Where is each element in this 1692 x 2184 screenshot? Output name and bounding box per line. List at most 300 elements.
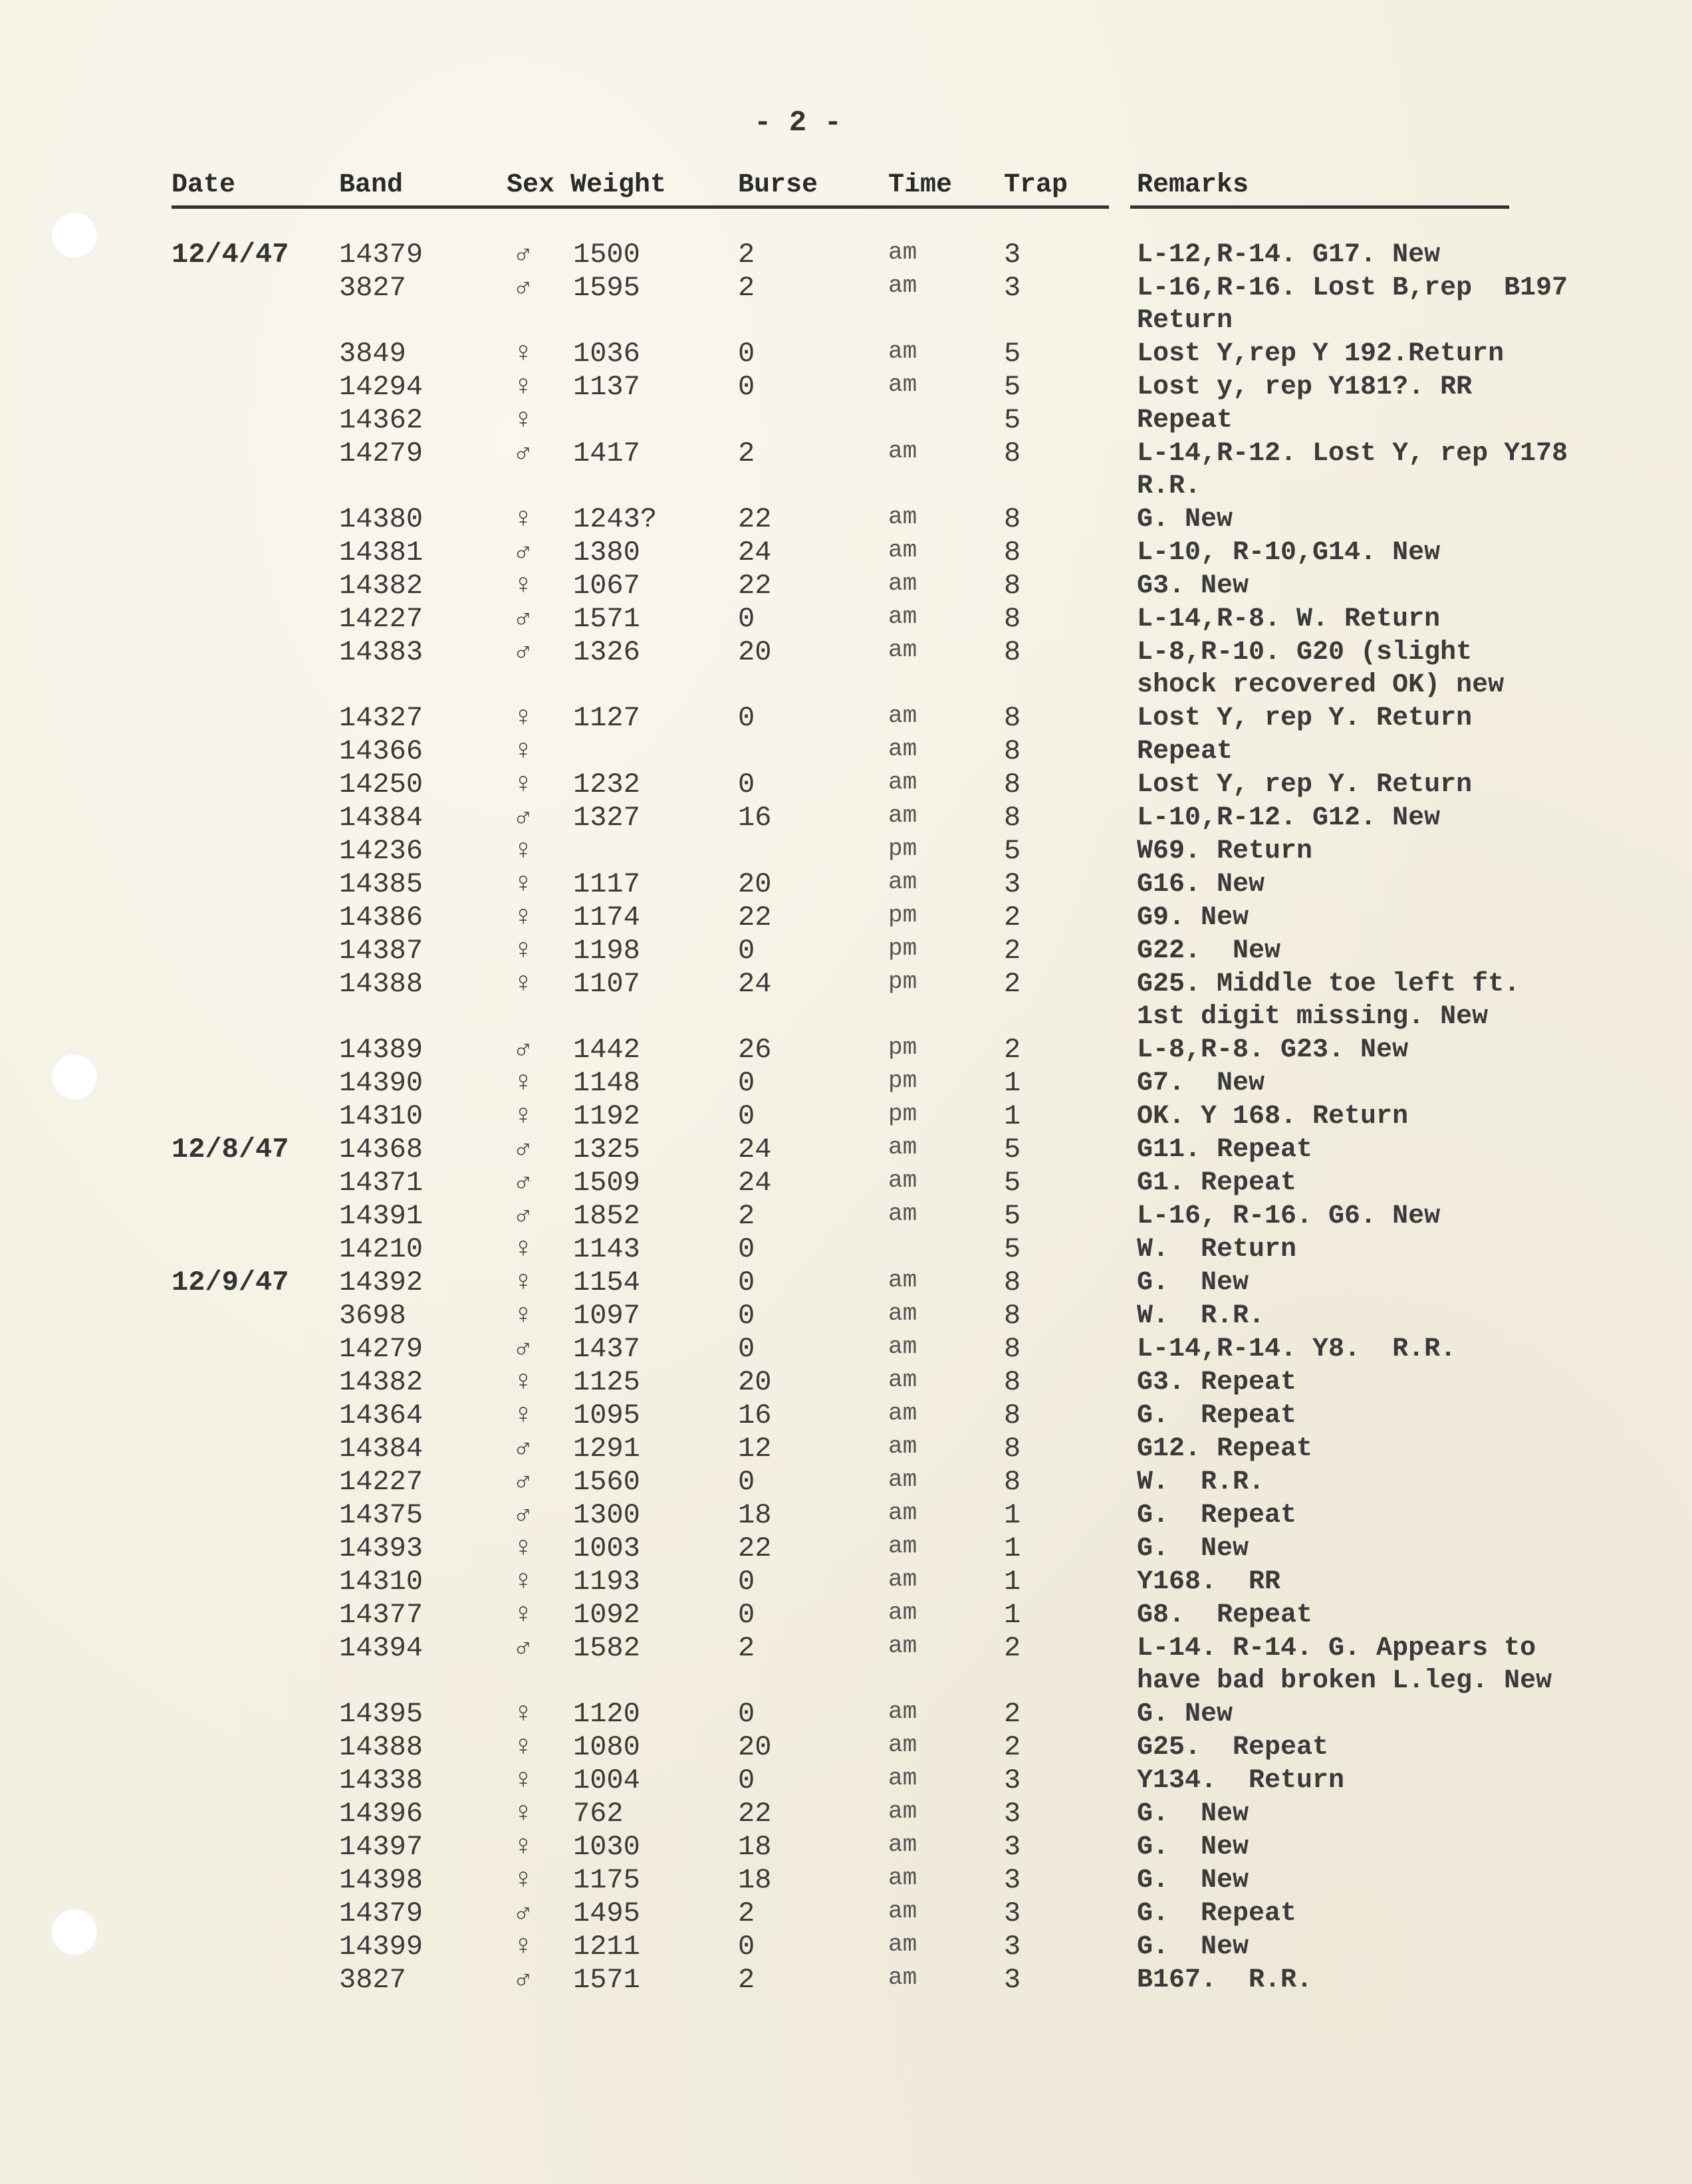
- table-row: [0, 1497, 1692, 1530]
- cell-time: am: [888, 503, 917, 531]
- cell-band: 14396: [339, 1798, 423, 1830]
- cell-band: 14386: [339, 902, 423, 933]
- cell-trap: 1: [1004, 1100, 1021, 1132]
- table-row: [0, 1064, 1692, 1098]
- table-row: [0, 236, 1692, 269]
- page-number: - 2 -: [753, 106, 842, 140]
- cell-remarks: L-8,R-8. G23. New: [1137, 1035, 1409, 1065]
- cell-remarks: L-14,R-12. Lost Y, rep Y178 R.R.: [1137, 439, 1568, 501]
- cell-burse: 0: [738, 1100, 755, 1132]
- cell-remarks: G. New: [1137, 1832, 1249, 1862]
- cell-trap: 3: [1004, 1831, 1021, 1863]
- cell-sex-symbol: ♀: [515, 338, 532, 370]
- cell-sex-symbol: ♀: [515, 1864, 532, 1896]
- table-row: [0, 634, 1692, 699]
- header-date: Date: [172, 170, 236, 200]
- table-row: [0, 1164, 1692, 1197]
- cell-sex-symbol: ♂: [515, 1499, 532, 1531]
- cell-time: am: [888, 1399, 917, 1427]
- cell-trap: 3: [1004, 1931, 1021, 1963]
- cell-burse: 2: [738, 437, 755, 469]
- cell-burse: 0: [738, 1931, 755, 1963]
- cell-weight: 1127: [573, 702, 640, 734]
- table-row: [0, 1330, 1692, 1364]
- table-row: [0, 1098, 1692, 1131]
- cell-sex-symbol: ♂: [515, 1466, 532, 1498]
- cell-remarks: L-8,R-10. G20 (slight shock recovered OK) new: [1137, 638, 1505, 700]
- cell-time: am: [888, 1433, 917, 1460]
- cell-burse: 0: [738, 1233, 755, 1265]
- cell-burse: 2: [738, 1200, 755, 1232]
- cell-time: am: [888, 1134, 917, 1161]
- header-underline: [172, 205, 844, 209]
- table-row: [0, 600, 1692, 634]
- cell-weight: 1442: [573, 1034, 640, 1066]
- cell-weight: 1437: [573, 1333, 640, 1365]
- cell-burse: 2: [738, 239, 755, 271]
- cell-sex-symbol: ♀: [515, 1731, 532, 1763]
- cell-remarks: G. New: [1137, 505, 1233, 535]
- table-row: [0, 699, 1692, 733]
- cell-sex-symbol: ♂: [515, 603, 532, 635]
- cell-band: 14227: [339, 1466, 423, 1498]
- cell-time: am: [888, 1167, 917, 1194]
- cell-sex-symbol: ♀: [515, 968, 532, 1000]
- cell-sex-symbol: ♀: [515, 1931, 532, 1963]
- cell-remarks: L-16,R-16. Lost B,rep B197 Return: [1137, 273, 1568, 336]
- cell-burse: 0: [738, 1300, 755, 1332]
- cell-remarks: G12. Repeat: [1137, 1434, 1313, 1464]
- cell-weight: 1154: [573, 1267, 640, 1298]
- cell-burse: 22: [738, 1798, 772, 1830]
- cell-sex-symbol: ♀: [515, 1831, 532, 1863]
- cell-band: 3849: [339, 338, 406, 370]
- cell-date: 12/4/47: [172, 239, 289, 271]
- cell-time: am: [888, 1499, 917, 1526]
- table-row: [0, 501, 1692, 534]
- table-row: [0, 1131, 1692, 1164]
- cell-trap: 5: [1004, 338, 1021, 370]
- table-row: [0, 1795, 1692, 1828]
- cell-time: am: [888, 1366, 917, 1394]
- table-row: [0, 1762, 1692, 1795]
- cell-weight: 1192: [573, 1100, 640, 1132]
- cell-sex-symbol: ♀: [515, 1599, 532, 1631]
- cell-remarks: G11. Repeat: [1137, 1135, 1313, 1165]
- cell-band: 14210: [339, 1233, 423, 1265]
- cell-time: am: [888, 1831, 917, 1858]
- cell-burse: 22: [738, 503, 772, 535]
- banding-records: [0, 236, 1692, 1995]
- cell-burse: 24: [738, 968, 772, 1000]
- cell-burse: 2: [738, 1632, 755, 1664]
- cell-weight: 1380: [573, 537, 640, 568]
- cell-band: 14390: [339, 1067, 423, 1099]
- cell-time: am: [888, 537, 917, 564]
- table-row: [0, 1596, 1692, 1630]
- cell-trap: 3: [1004, 1964, 1021, 1996]
- cell-weight: 1193: [573, 1566, 640, 1598]
- cell-trap: 5: [1004, 1200, 1021, 1232]
- cell-band: 14382: [339, 570, 423, 602]
- cell-time: pm: [888, 1034, 917, 1061]
- cell-remarks: G3. Repeat: [1137, 1368, 1297, 1397]
- cell-remarks: G16. New: [1137, 870, 1265, 900]
- cell-trap: 8: [1004, 570, 1021, 602]
- cell-band: 14366: [339, 735, 423, 767]
- cell-remarks: G. New: [1137, 1268, 1249, 1298]
- cell-burse: 0: [738, 702, 755, 734]
- cell-burse: 0: [738, 371, 755, 403]
- cell-band: 14394: [339, 1632, 423, 1664]
- table-row: [0, 866, 1692, 899]
- cell-sex-symbol: ♀: [515, 1300, 532, 1332]
- cell-sex-symbol: ♀: [515, 503, 532, 535]
- cell-band: 14279: [339, 1333, 423, 1365]
- cell-sex-symbol: ♂: [515, 1034, 532, 1066]
- cell-weight: 1067: [573, 570, 640, 602]
- cell-band: 14387: [339, 935, 423, 967]
- cell-trap: 3: [1004, 239, 1021, 271]
- cell-trap: 1: [1004, 1499, 1021, 1531]
- table-row: [0, 1031, 1692, 1064]
- table-row: [0, 368, 1692, 402]
- cell-burse: 0: [738, 1698, 755, 1730]
- table-row: [0, 1895, 1692, 1928]
- cell-time: am: [888, 603, 917, 630]
- cell-trap: 2: [1004, 902, 1021, 933]
- cell-time: pm: [888, 935, 917, 962]
- table-row: [0, 1231, 1692, 1264]
- cell-sex-symbol: ♂: [515, 1134, 532, 1165]
- cell-weight: 1300: [573, 1499, 640, 1531]
- table-row: [0, 1961, 1692, 1995]
- cell-remarks: G25. Repeat: [1137, 1733, 1329, 1762]
- cell-time: pm: [888, 1100, 917, 1128]
- cell-sex-symbol: ♀: [515, 868, 532, 900]
- cell-remarks: G. New: [1137, 1866, 1249, 1895]
- cell-time: am: [888, 1267, 917, 1294]
- cell-sex-symbol: ♂: [515, 272, 532, 304]
- cell-weight: 1327: [573, 802, 640, 834]
- cell-sex-symbol: ♀: [515, 404, 532, 436]
- cell-trap: 5: [1004, 404, 1021, 436]
- cell-burse: 2: [738, 272, 755, 304]
- header-underline: [843, 205, 1109, 209]
- cell-time: am: [888, 570, 917, 597]
- cell-time: pm: [888, 968, 917, 995]
- cell-burse: 24: [738, 1167, 772, 1199]
- cell-time: am: [888, 1599, 917, 1626]
- cell-time: am: [888, 1798, 917, 1825]
- cell-band: 14364: [339, 1399, 423, 1431]
- cell-remarks: L-10, R-10,G14. New: [1137, 538, 1441, 568]
- cell-band: 14279: [339, 437, 423, 469]
- cell-weight: 1095: [573, 1399, 640, 1431]
- cell-weight: 1232: [573, 769, 640, 800]
- cell-trap: 8: [1004, 735, 1021, 767]
- cell-remarks: L-10,R-12. G12. New: [1137, 803, 1441, 833]
- cell-sex-symbol: ♀: [515, 769, 532, 800]
- table-row: [0, 1729, 1692, 1762]
- cell-weight: 1148: [573, 1067, 640, 1099]
- cell-sex-symbol: ♂: [515, 1333, 532, 1365]
- cell-trap: 2: [1004, 968, 1021, 1000]
- cell-time: pm: [888, 1067, 917, 1094]
- cell-trap: 1: [1004, 1067, 1021, 1099]
- table-row: [0, 269, 1692, 335]
- cell-time: am: [888, 702, 917, 729]
- cell-time: am: [888, 1864, 917, 1891]
- cell-remarks: OK. Y 168. Return: [1137, 1102, 1409, 1132]
- cell-sex-symbol: ♀: [515, 570, 532, 602]
- cell-trap: 5: [1004, 1134, 1021, 1165]
- cell-remarks: L-14,R-14. Y8. R.R.: [1137, 1334, 1457, 1364]
- cell-remarks: Lost Y, rep Y. Return: [1137, 703, 1473, 733]
- cell-burse: 24: [738, 537, 772, 568]
- cell-weight: 1291: [573, 1433, 640, 1465]
- cell-remarks: Y134. Return: [1137, 1766, 1345, 1796]
- cell-time: pm: [888, 835, 917, 862]
- cell-sex-symbol: ♀: [515, 902, 532, 933]
- cell-sex-symbol: ♀: [515, 1532, 532, 1564]
- cell-time: am: [888, 1698, 917, 1725]
- cell-weight: 762: [573, 1798, 624, 1830]
- cell-sex-symbol: ♀: [515, 1067, 532, 1099]
- cell-weight: 1595: [573, 272, 640, 304]
- cell-sex-symbol: ♂: [515, 239, 532, 271]
- cell-band: 14391: [339, 1200, 423, 1232]
- cell-remarks: G. New: [1137, 1799, 1249, 1829]
- table-row: [0, 1563, 1692, 1596]
- cell-time: am: [888, 1200, 917, 1227]
- cell-trap: 3: [1004, 1798, 1021, 1830]
- cell-sex-symbol: ♀: [515, 1764, 532, 1796]
- cell-remarks: G1. Repeat: [1137, 1168, 1297, 1198]
- cell-burse: 2: [738, 1897, 755, 1929]
- cell-sex-symbol: ♂: [515, 636, 532, 668]
- cell-time: am: [888, 636, 917, 664]
- cell-trap: 8: [1004, 1366, 1021, 1398]
- cell-weight: 1030: [573, 1831, 640, 1863]
- cell-trap: 3: [1004, 1764, 1021, 1796]
- cell-sex-symbol: ♀: [515, 835, 532, 867]
- cell-weight: 1495: [573, 1897, 640, 1929]
- table-row: [0, 402, 1692, 435]
- cell-band: 14388: [339, 1731, 423, 1763]
- cell-remarks: W. R.R.: [1137, 1467, 1265, 1497]
- cell-band: 14397: [339, 1831, 423, 1863]
- cell-date: 12/9/47: [172, 1267, 289, 1298]
- cell-band: 14384: [339, 1433, 423, 1465]
- cell-burse: 0: [738, 1466, 755, 1498]
- cell-burse: 20: [738, 868, 772, 900]
- cell-remarks: G7. New: [1137, 1068, 1265, 1098]
- cell-trap: 8: [1004, 802, 1021, 834]
- cell-weight: 1175: [573, 1864, 640, 1896]
- cell-time: am: [888, 1964, 917, 1991]
- cell-sex-symbol: ♂: [515, 537, 532, 568]
- cell-sex-symbol: ♂: [515, 1897, 532, 1929]
- cell-band: 14398: [339, 1864, 423, 1896]
- cell-trap: 8: [1004, 1399, 1021, 1431]
- cell-time: am: [888, 1333, 917, 1360]
- cell-burse: 0: [738, 1067, 755, 1099]
- cell-weight: 1143: [573, 1233, 640, 1265]
- cell-burse: 20: [738, 636, 772, 668]
- cell-remarks: G. New: [1137, 1534, 1249, 1564]
- cell-band: 14379: [339, 239, 423, 271]
- cell-weight: 1003: [573, 1532, 640, 1564]
- cell-remarks: G22. New: [1137, 936, 1281, 966]
- cell-sex-symbol: ♀: [515, 1566, 532, 1598]
- cell-burse: 16: [738, 1399, 772, 1431]
- cell-remarks: Lost Y, rep Y. Return: [1137, 770, 1473, 800]
- cell-remarks: G. Repeat: [1137, 1899, 1297, 1929]
- cell-burse: 0: [738, 338, 755, 370]
- cell-remarks: G. New: [1137, 1932, 1249, 1962]
- cell-trap: 8: [1004, 636, 1021, 668]
- cell-burse: 22: [738, 570, 772, 602]
- table-row: [0, 899, 1692, 932]
- cell-weight: 1174: [573, 902, 640, 933]
- cell-burse: 12: [738, 1433, 772, 1465]
- cell-weight: 1326: [573, 636, 640, 668]
- cell-trap: 3: [1004, 1897, 1021, 1929]
- cell-band: 14393: [339, 1532, 423, 1564]
- cell-band: 14236: [339, 835, 423, 867]
- cell-sex-symbol: ♀: [515, 1233, 532, 1265]
- table-row: [0, 1364, 1692, 1397]
- cell-trap: 8: [1004, 1333, 1021, 1365]
- cell-band: 3827: [339, 272, 406, 304]
- table-row: [0, 1530, 1692, 1563]
- cell-burse: 2: [738, 1964, 755, 1996]
- cell-band: 14381: [339, 537, 423, 568]
- cell-time: am: [888, 338, 917, 365]
- cell-time: am: [888, 1731, 917, 1759]
- header-sex-weight: Sex Weight: [507, 170, 667, 200]
- cell-sex-symbol: ♀: [515, 1267, 532, 1298]
- cell-time: am: [888, 1466, 917, 1493]
- cell-trap: 8: [1004, 1433, 1021, 1465]
- cell-band: 3698: [339, 1300, 406, 1332]
- cell-trap: 2: [1004, 1731, 1021, 1763]
- cell-weight: 1325: [573, 1134, 640, 1165]
- cell-remarks: Y168. RR: [1137, 1567, 1281, 1597]
- cell-trap: 2: [1004, 935, 1021, 967]
- cell-band: 14310: [339, 1100, 423, 1132]
- cell-band: 14388: [339, 968, 423, 1000]
- cell-burse: 20: [738, 1731, 772, 1763]
- cell-remarks: G3. New: [1137, 571, 1249, 601]
- cell-weight: 1092: [573, 1599, 640, 1631]
- table-row: [0, 1695, 1692, 1729]
- table-row: [0, 832, 1692, 866]
- cell-remarks: Repeat: [1137, 406, 1233, 435]
- cell-burse: 18: [738, 1499, 772, 1531]
- cell-remarks: L-14. R-14. G. Appears to have bad broken L.leg. New: [1137, 1634, 1552, 1696]
- cell-band: 14338: [339, 1764, 423, 1796]
- cell-trap: 3: [1004, 1864, 1021, 1896]
- cell-band: 14382: [339, 1366, 423, 1398]
- cell-weight: 1120: [573, 1698, 640, 1730]
- table-row: [0, 1264, 1692, 1297]
- cell-remarks: W69. Return: [1137, 836, 1313, 866]
- cell-weight: 1004: [573, 1764, 640, 1796]
- cell-trap: 1: [1004, 1599, 1021, 1631]
- cell-sex-symbol: ♀: [515, 935, 532, 967]
- cell-time: am: [888, 802, 917, 829]
- cell-sex-symbol: ♀: [515, 1399, 532, 1431]
- cell-remarks: G. Repeat: [1137, 1501, 1297, 1530]
- cell-sex-symbol: ♀: [515, 1366, 532, 1398]
- cell-band: 14250: [339, 769, 423, 800]
- cell-weight: 1036: [573, 338, 640, 370]
- cell-sex-symbol: ♂: [515, 1964, 532, 1996]
- cell-trap: 2: [1004, 1632, 1021, 1664]
- cell-band: 14384: [339, 802, 423, 834]
- cell-sex-symbol: ♂: [515, 1200, 532, 1232]
- cell-band: 14310: [339, 1566, 423, 1598]
- cell-time: am: [888, 437, 917, 465]
- cell-remarks: G25. Middle toe left ft. 1st digit missing. New: [1137, 969, 1520, 1032]
- cell-weight: 1211: [573, 1931, 640, 1963]
- cell-weight: 1560: [573, 1466, 640, 1498]
- cell-time: am: [888, 769, 917, 796]
- cell-weight: 1137: [573, 371, 640, 403]
- cell-trap: 8: [1004, 1267, 1021, 1298]
- cell-time: am: [888, 1931, 917, 1958]
- cell-weight: 1852: [573, 1200, 640, 1232]
- cell-sex-symbol: ♂: [515, 1632, 532, 1664]
- cell-burse: 0: [738, 1333, 755, 1365]
- header-remarks: Remarks: [1137, 170, 1249, 200]
- table-row: [0, 1297, 1692, 1330]
- cell-sex-symbol: ♀: [515, 1698, 532, 1730]
- cell-time: am: [888, 868, 917, 896]
- cell-sex-symbol: ♀: [515, 1798, 532, 1830]
- cell-time: am: [888, 1566, 917, 1593]
- cell-trap: 1: [1004, 1532, 1021, 1564]
- cell-time: am: [888, 735, 917, 763]
- cell-sex-symbol: ♀: [515, 702, 532, 734]
- cell-trap: 8: [1004, 603, 1021, 635]
- cell-burse: 0: [738, 935, 755, 967]
- cell-band: 14399: [339, 1931, 423, 1963]
- cell-band: 14379: [339, 1897, 423, 1929]
- cell-trap: 8: [1004, 1300, 1021, 1332]
- cell-burse: 26: [738, 1034, 772, 1066]
- cell-time: am: [888, 1632, 917, 1659]
- cell-trap: 8: [1004, 1466, 1021, 1498]
- cell-band: 14371: [339, 1167, 423, 1199]
- table-row: [0, 1463, 1692, 1497]
- cell-trap: 5: [1004, 835, 1021, 867]
- cell-sex-symbol: ♂: [515, 1167, 532, 1199]
- cell-burse: 22: [738, 902, 772, 933]
- table-row: [0, 965, 1692, 1031]
- cell-remarks: W. R.R.: [1137, 1301, 1265, 1331]
- cell-time: am: [888, 1532, 917, 1560]
- cell-remarks: L-12,R-14. G17. New: [1137, 240, 1441, 270]
- table-row: [0, 435, 1692, 501]
- cell-remarks: Repeat: [1137, 737, 1233, 767]
- table-row: [0, 335, 1692, 368]
- cell-burse: 0: [738, 603, 755, 635]
- table-row: [0, 766, 1692, 799]
- header-band: Band: [339, 170, 404, 200]
